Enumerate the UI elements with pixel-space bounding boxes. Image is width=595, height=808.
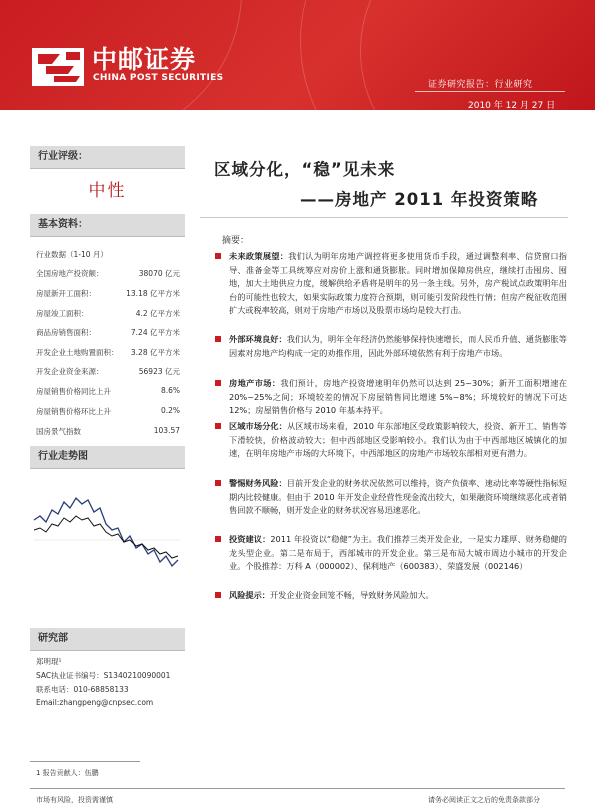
footer-risk-note: 市场有风险，投资需谨慎: [36, 796, 113, 804]
footnote: 1 报告贡献人：伍鹏: [36, 769, 99, 777]
trend-section-header: 行业走势图: [30, 446, 185, 469]
paragraph-heading: 房地产市场：: [229, 378, 281, 388]
industry-rating: 中性: [88, 181, 127, 201]
stat-label: 房屋销售价格环比上升: [36, 407, 111, 416]
brand-name-cn: 中邮证券: [92, 45, 197, 74]
stat-row: [36, 308, 180, 320]
industry-trend-chart: [30, 470, 185, 610]
stat-row: [36, 366, 180, 378]
abstract-paragraph: [215, 589, 567, 603]
stat-value: 7.24 亿平方米: [130, 328, 180, 337]
analyst-name: 郑明琨¹: [36, 657, 62, 666]
basics-section-header: 基本资料：: [30, 214, 185, 237]
footer-divider: [30, 788, 565, 789]
phone: 联系电话：010-68858133: [36, 685, 129, 694]
rating-section-header: 行业评级：: [30, 146, 185, 169]
china-post-logo-icon: [30, 38, 86, 88]
sac-number: SAC执业证书编号：S1340210090001: [36, 671, 171, 680]
stat-row: [36, 426, 180, 438]
abstract-paragraph: [215, 333, 567, 360]
bullet-square-icon: [215, 423, 221, 429]
stat-value: 56923 亿元: [138, 367, 180, 376]
paragraph-heading: 投资建议：: [229, 534, 271, 544]
research-section-header: 研究部: [30, 628, 185, 651]
paragraph-text: 我们认为明年房地产调控将更多使用货币手段，通过调整利率、信贷窗口指导、准备金等工具统筹应对房价上涨和通货膨胀。同时增加保障房供应，继续打击囤房、囤地，加大土地供应力度，缓解供给矛盾将是明年的另一条主线。另外，房产税试点政策明年出台的可能性也较大，如果实际政策力度符合预期，则可能引发阶段性行情；但房产税征收范围扩大或税率较高，则对于房地产市场以及股票市场均是较大打击。: [229, 251, 567, 315]
stat-label: 开发企业土地购置面积：: [36, 348, 119, 357]
paragraph-text: 我们认为，明年全年经济仍然能够保持快速增长，而人民币升值、通货膨胀等因素对房地产均构成一定的劝推作用，因此外部环境依然有利于房地产市场。: [229, 334, 567, 358]
stat-row: [36, 327, 180, 339]
title-divider: [200, 217, 568, 218]
paragraph-text: 开发企业资金回笼不畅，导致财务风险加大。: [269, 590, 434, 600]
stat-value: 8.6%: [160, 386, 180, 395]
paragraph-heading: 未来政策展望：: [229, 251, 289, 261]
stat-value: 13.18 亿平方米: [126, 289, 180, 298]
paragraph-heading: 警惕财务风险：: [229, 478, 287, 488]
paragraph-heading: 外部环境良好：: [229, 334, 287, 344]
stat-row: [36, 347, 180, 359]
bullet-square-icon: [215, 336, 221, 342]
paragraph-text: 我们预计，房地产投资增速明年仍然可以达到 25~30%；新开工面积增速在 20%~25%之间；环境较差的情况下房屋销售同比增速 5%~8%；环境较好的情况下可达 12%；房屋销售价格与 2010 年基本持平。: [229, 378, 567, 415]
paragraph-text: 2011 年投资以“稳健”为主。我们推荐三类开发企业，一是实力雄厚、财务稳健的龙头型企业。第二是布局于，西部城市的开发企业。第三是布局大城市周边小城市的开发企业。个股推荐：万科 A（000002）、保利地产（600383）、荣盛发展（002146）: [229, 534, 567, 571]
stat-value: 4.2 亿平方米: [135, 309, 180, 318]
stat-value: 3.28 亿平方米: [130, 348, 180, 357]
abstract-paragraph: [215, 533, 567, 574]
abstract-paragraph: [215, 420, 567, 461]
stat-label: 房屋竣工面积：: [36, 309, 89, 318]
stats-header: 行业数据（1-10 月）: [36, 250, 108, 259]
paragraph-heading: 风险提示：: [229, 590, 270, 600]
footnote-divider: [30, 761, 140, 762]
stat-value: 38070 亿元: [138, 269, 180, 278]
stat-value: 103.57: [153, 426, 180, 435]
bullet-square-icon: [215, 380, 221, 386]
report-date: 2010 年 12 月 27 日: [468, 101, 556, 111]
bullet-square-icon: [215, 253, 221, 259]
stat-label: 国房景气指数: [36, 427, 81, 436]
brand-name-en: CHINA POST SECURITIES: [93, 73, 224, 83]
bullet-square-icon: [215, 536, 221, 542]
abstract-paragraph: [215, 477, 567, 518]
paragraph-text: 从区域市场来看，2010 年东部地区受政策影响较大，投资、新开工、销售等下滑较快，价格波动较大；但中西部地区受影响较小。我们认为由于中西部地区城镇化的加速，在明年房地产市场的大环境下，中西部地区的房地产市场较东部相对更有潜力。: [229, 421, 567, 458]
stat-label: 房屋新开工面积：: [36, 289, 96, 298]
stat-label: 房屋销售价格同比上升: [36, 387, 111, 396]
stat-value: 0.2%: [160, 406, 180, 415]
stat-label: 开发企业资金来源：: [36, 367, 104, 376]
footer-disclaimer-note: 请务必阅读正文之后的免责条款部分: [428, 796, 540, 804]
stat-row: [36, 268, 180, 280]
bullet-square-icon: [215, 592, 221, 598]
bullet-square-icon: [215, 480, 221, 486]
email-link[interactable]: Email:zhangpeng@cnpsec.com: [36, 698, 154, 707]
stat-row: [36, 406, 180, 418]
abstract-label: 摘要：: [222, 236, 250, 246]
paragraph-text: 目前开发企业的财务状况依然可以维持，资产负债率、速动比率等硬性指标短期内比较健康。但由于 2010 年开发企业经营性现金流出较大，如果融资环境继续恶化或者销售回款不顺畅，则开发企业的财务状况容易迅速恶化。: [229, 478, 567, 515]
abstract-paragraph: [215, 250, 567, 318]
stat-row: [36, 386, 180, 398]
header-decoration: [360, 0, 595, 110]
header-divider: [415, 91, 565, 92]
stat-label: 商品房销售面积：: [36, 328, 96, 337]
report-title: 区域分化，“稳”见未来: [214, 160, 396, 179]
report-header-banner: [0, 0, 595, 110]
abstract-paragraph: [215, 377, 567, 418]
report-subtitle: ——房地产 2011 年投资策略: [300, 190, 539, 209]
stat-row: [36, 288, 180, 300]
report-type: 证券研究报告：行业研究: [428, 80, 533, 90]
stat-label: 全国房地产投资额：: [36, 269, 104, 278]
paragraph-heading: 区域市场分化：: [229, 421, 287, 431]
